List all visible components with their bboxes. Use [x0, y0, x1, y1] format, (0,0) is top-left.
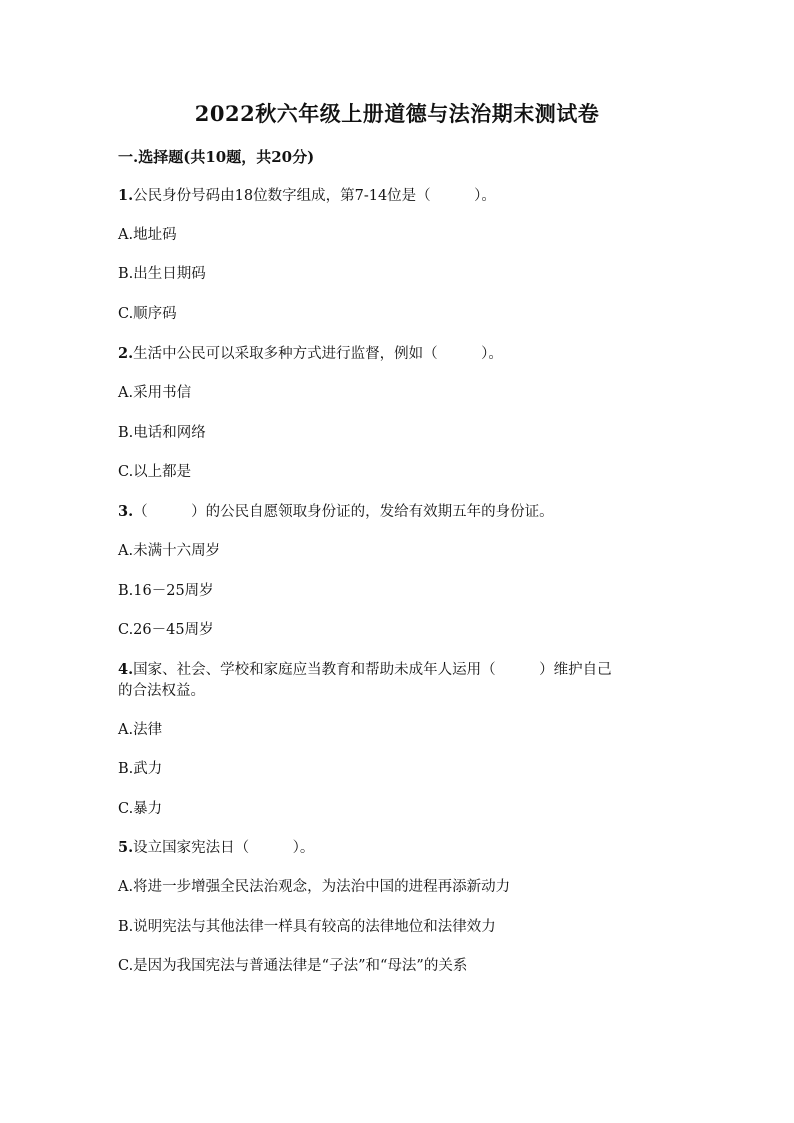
question-1-stem — [118, 186, 496, 206]
question-1-option-b: B.出生日期码 — [118, 266, 206, 282]
section-heading: 一.选择题(共10题，共20分) — [118, 148, 315, 166]
question-text: 公民身份号码由18位数字组成，第7-14位是（ ）。 — [133, 188, 496, 204]
page-title: 2022秋六年级上册道德与法治期末测试卷 — [194, 101, 600, 126]
question-3-option-b: B.16－25周岁 — [118, 583, 214, 599]
question-text: 设立国家宪法日（ ）。 — [133, 840, 315, 856]
question-1-option-a: A.地址码 — [118, 227, 177, 243]
question-3-option-a: A.未满十六周岁 — [118, 543, 221, 559]
question-5-stem — [118, 838, 314, 858]
question-2-stem — [118, 344, 503, 364]
question-2-option-c: C.以上都是 — [118, 464, 192, 480]
question-2-option-a: A.采用书信 — [118, 385, 192, 401]
question-4-stem-line2: 的合法权益。 — [118, 683, 205, 699]
question-text: 生活中公民可以采取多种方式进行监督，例如（ ）。 — [133, 346, 503, 362]
question-4-stem-line1 — [118, 660, 612, 680]
question-number: 3. — [118, 503, 134, 520]
question-text: （ ）的公民自愿领取身份证的，发给有效期五年的身份证。 — [133, 504, 554, 520]
question-number: 4. — [118, 661, 134, 678]
question-5-option-a: A.将进一步增强全民法治观念，为法治中国的进程再添新动力 — [118, 879, 511, 895]
question-4-option-a: A.法律 — [118, 722, 163, 738]
question-3-option-c: C.26－45周岁 — [118, 622, 214, 638]
question-5-option-c: C.是因为我国宪法与普通法律是“子法”和“母法”的关系 — [118, 958, 468, 974]
question-text: 国家、社会、学校和家庭应当教育和帮助未成年人运用（ ）维护自己 — [133, 662, 612, 678]
question-number: 1. — [118, 187, 134, 204]
question-5-option-b: B.说明宪法与其他法律一样具有较高的法律地位和法律效力 — [118, 919, 496, 935]
question-1-option-c: C.顺序码 — [118, 306, 177, 322]
question-3-stem — [118, 502, 554, 522]
question-4-option-c: C.暴力 — [118, 801, 163, 817]
question-2-option-b: B.电话和网络 — [118, 425, 206, 441]
question-number: 2. — [118, 345, 134, 362]
question-number: 5. — [118, 839, 134, 856]
question-4-option-b: B.武力 — [118, 761, 163, 777]
